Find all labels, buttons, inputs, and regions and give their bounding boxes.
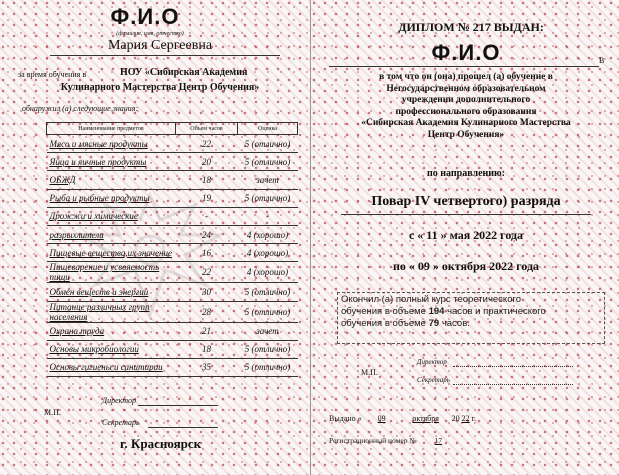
grade-cell: 5 (отлично)	[238, 135, 298, 153]
grade-cell: 5 (отлично)	[238, 153, 298, 171]
course-line-2-start: обучения в объеме	[341, 306, 429, 317]
course-line-3	[341, 318, 603, 330]
director-label: Директор	[102, 396, 137, 405]
body-line-6: Центр Обучения»	[427, 129, 505, 140]
grade-cell: 5 (отлично)	[238, 301, 298, 322]
issued-day: 09	[377, 414, 386, 423]
grade-cell: 5 (отлично)	[238, 189, 298, 207]
registration-value: 17	[434, 436, 443, 445]
profession-title: Повар IV четвертого) разряда	[371, 194, 561, 209]
subject-cell: Охрана труда	[47, 322, 176, 340]
column-header-subject: Наименование предметов	[47, 123, 176, 135]
secretary-label: Секретарь	[102, 418, 140, 427]
body-line-5: «Сибирская Академия Кулинарного Мастерства	[361, 118, 571, 128]
director-signature-line	[138, 405, 218, 406]
hours-cell: 22	[176, 262, 238, 283]
subject-cell: Дрожжи и химические	[47, 207, 176, 225]
student-name: Мария Сергеевна	[107, 38, 213, 53]
grade-cell: 4 (хорошо)	[238, 262, 298, 283]
study-start-date: с « 11 » мая 2022 года	[408, 228, 524, 242]
diploma-right-page	[311, 0, 619, 475]
hours-cell: 30	[176, 283, 238, 301]
side-mark: В	[599, 56, 605, 65]
table-row	[47, 340, 298, 358]
institution-line-1: НОУ «Сибирская Академия	[120, 67, 248, 78]
course-line-2-end: часов и практического	[444, 306, 546, 317]
subject-cell: Обмен веществ и энергии	[47, 283, 176, 301]
registration-label: Регистрационный номер №	[329, 436, 417, 445]
table-row	[47, 358, 298, 376]
subject-cell: Пищеварение и усвояемость пищи	[47, 262, 176, 283]
grade-cell: -	[238, 207, 298, 225]
subject-cell: Питание различных групп населения	[47, 301, 176, 322]
course-summary	[341, 294, 603, 330]
body-line-4: профессионального образования	[395, 106, 537, 117]
practice-hours: 79	[428, 318, 440, 329]
diploma-number-title: ДИПЛОМ № 217 ВЫДАН:	[398, 20, 544, 34]
right-director-label: Директор	[417, 358, 447, 366]
hours-cell: 19	[176, 189, 238, 207]
issued-year-suffix: г.	[471, 414, 477, 423]
subject-cell: Основы гигиены и санитарии	[47, 358, 176, 376]
hours-cell: -	[176, 207, 238, 225]
issued-year-prefix: 20	[451, 414, 460, 423]
course-line-1: Окончил (а) полный курс теоретического	[341, 294, 522, 305]
subject-cell: разрыхлители	[47, 225, 176, 243]
registration-number	[329, 436, 458, 445]
recipient-underline	[329, 66, 599, 67]
theory-hours: 194	[428, 306, 445, 317]
body-line-3: учреждении дополнительного	[401, 95, 531, 105]
recipient-fio: Ф.И.О	[431, 40, 501, 65]
fio-title: Ф.И.О	[110, 4, 180, 29]
body-line-2: Негосударственном образовательном	[386, 83, 546, 94]
issued-month: октября	[412, 414, 439, 423]
hours-cell: 28	[176, 301, 238, 322]
hours-cell: 18	[176, 171, 238, 189]
subject-cell: ОБЖД	[47, 171, 176, 189]
hours-cell: 21	[176, 322, 238, 340]
right-secretary-label: Секретарь	[417, 376, 450, 384]
subject-cell: Яйца и яичные продукты	[47, 153, 176, 171]
course-line-2	[341, 306, 603, 318]
secretary-signature-line	[148, 427, 218, 428]
knowledge-label: обнаружил (а) следующие знания:	[22, 104, 139, 113]
institution-line-2: Кулинарного Мастерства Центр Обучения»	[60, 82, 260, 93]
course-line-3-end: часов.	[439, 318, 470, 329]
study-end-date: по « 09 » октября 2022 года	[392, 259, 540, 273]
grade-cell: 4 (хорошо)	[238, 225, 298, 243]
grade-cell: зачет	[238, 322, 298, 340]
table-row	[47, 153, 298, 171]
hours-cell: 22	[176, 135, 238, 153]
right-director-line	[453, 366, 573, 367]
name-underline	[50, 55, 280, 56]
grade-cell: 4 (хорошо)	[238, 244, 298, 262]
column-header-grade: Оценка	[238, 123, 298, 135]
subject-cell: Пищевые вещества,их значение	[47, 244, 176, 262]
issued-date	[329, 414, 476, 423]
subject-cell: Рыба и рыбные продукты	[47, 189, 176, 207]
grade-cell: 5 (отлично)	[238, 283, 298, 301]
hours-cell: 18	[176, 340, 238, 358]
issued-label: Выдано «	[329, 414, 362, 423]
table-row	[47, 135, 298, 153]
subject-cell: Основы микробиологии	[47, 340, 176, 358]
direction-label: по направлению:	[426, 168, 506, 179]
body-line-1: в том что он (она) прошел (а) обучение в	[379, 72, 553, 82]
mp-label: М.П.	[44, 408, 61, 417]
column-header-hours: Объем часов	[176, 123, 238, 135]
hours-cell: 35	[176, 358, 238, 376]
certificate-body	[331, 72, 601, 141]
grade-cell: 5 (отлично)	[238, 358, 298, 376]
course-line-3-start: обучения в объеме	[341, 318, 429, 329]
period-label: за время обучения в	[18, 70, 87, 79]
grade-cell: 5 (отлично)	[238, 340, 298, 358]
city: г. Красноярск	[120, 436, 202, 451]
grade-cell: зачет	[238, 171, 298, 189]
profession-underline	[341, 214, 591, 215]
right-secretary-line	[453, 384, 573, 385]
hours-cell: 20	[176, 153, 238, 171]
right-mp-label: М.П.	[361, 368, 378, 377]
eagle-watermark-icon	[60, 175, 240, 335]
hours-cell: 16	[176, 244, 238, 262]
fio-caption: (фамилия, имя, отчество)	[116, 31, 184, 37]
table-header-row	[47, 123, 298, 135]
subject-cell: Мясо и мясные продукты	[47, 135, 176, 153]
issued-year: 22	[461, 414, 470, 423]
hours-cell: 24	[176, 225, 238, 243]
